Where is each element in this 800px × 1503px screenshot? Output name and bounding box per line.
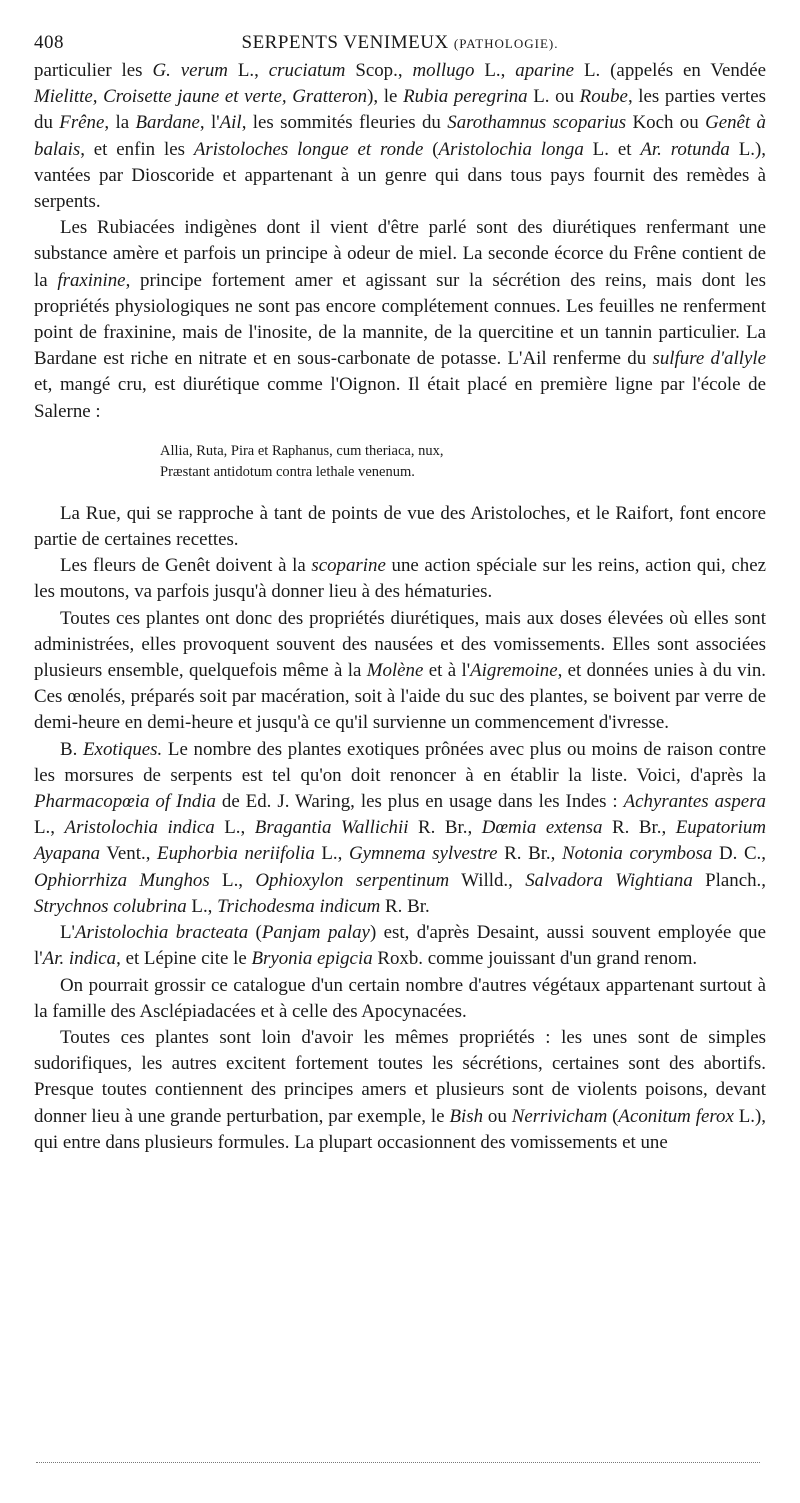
italic-term: Ar. indica [42,948,117,970]
text-run: R. Br., [602,817,676,839]
text-run: Le nombre des plantes exotiques prônées avec plus ou moins de raison contre les morsures de serpents est tel qu'on doit renoncer à en établir la liste. Voici, d'après la [34,738,767,786]
italic-term: Ophioxylon serpentinum [255,869,450,891]
italic-term: Ophiorrhiza Munghos [34,869,210,891]
italic-term: Roube [579,86,628,108]
paragraph [34,553,766,605]
text-run: Les Rubiacées indigènes dont il vient d'être parlé sont des diurétiques renfermant une substance amère et parfois un principe à odeur de miel. La seconde écorce du Frêne contient de la [34,217,766,291]
running-title [34,32,766,54]
italic-term: Strychnos colubrina [34,895,187,917]
paragraph [34,737,766,920]
text-run: L., [227,60,269,81]
text-run: L. ou [527,86,580,108]
italic-term: Aconitum ferox [618,1105,734,1127]
text-run: ), le [367,86,404,108]
running-title-text: SERPENTS VENIMEUX [241,32,449,53]
italic-term: Bish [449,1105,484,1127]
text-run: Toutes ces plantes sont loin d'avoir les mêmes propriétés : les unes sont de simples sudorifiques, les autres excitent fortement toutes les sécrétions, certaines sont des abortifs. Presque toutes contiennent des principes amers et plusieurs sont de violents poisons, devant donner lieu à une grande perturbation, par exemple, le [34,1026,766,1127]
text-run: Toutes ces plantes ont donc des propriétés diurétiques, mais aux doses élevées où elles sont administrées, elles provoquent souvent des nausées et des vomissements. Elles sont associées plusieurs ensemble, quelquefois même à la [34,607,766,682]
text-run: L., [474,60,516,81]
italic-term: Salvadora Wightiana [525,869,693,891]
text-run: , principe fortement amer et agissant sur la sécrétion des reins, mais dont les propriétés physiologiques ne sont pas encore complétement connues. Les feuilles ne renferment point de fraxinine, mais de l'inosite, de la mannite, de la quercitine et un tannin particulier. La Bardane est riche en nitrate et en sous-carbonate de potasse. L'Ail renferme du [34,269,766,370]
italic-term: Aristolochia bracteata [74,922,249,944]
text-run: La Rue, qui se rapproche à tant de points de vue des Aristoloches, et le Raifort, font encore partie de certaines recettes. [34,502,766,551]
italic-term: Frêne [59,112,105,134]
text-run: une action spéciale sur les reins, action qui, chez les moutons, va parfois jusqu'à donner lieu à des hématuries. [34,555,766,603]
text-run: L., [186,895,218,917]
italic-term: Gymnema sylvestre [348,843,498,865]
text-run: Roxb. comme jouissant d'un grand renom. [372,948,698,970]
paragraph [34,58,766,215]
italic-term: Exotiques. [83,738,163,760]
italic-term: mollugo [412,60,475,81]
italic-term: G. verum [152,60,228,81]
bottom-dotted-rule [36,1462,760,1463]
paragraph [34,215,766,425]
italic-term: fraxinine [57,269,126,291]
text-run: Planch., [692,869,767,891]
text-run: ( [607,1105,619,1127]
text-run: , et enfin les [80,138,194,160]
text-run: ( [423,138,439,160]
paragraphs-after-quote [34,501,766,1156]
paragraphs-before-quote [34,58,766,425]
text-run: ou [483,1105,512,1127]
italic-term: Trichodesma indicum [217,895,381,917]
italic-term: cruciatum [268,60,346,81]
text-run: L., [314,843,349,865]
italic-term: Molène [366,660,424,682]
text-run: , et données unies à du vin. Ces œnolés, préparés soit par macération, soit à l'aide du suc des plantes, se boivent par verre de demi-heure en demi-heure et jusqu'à ce qu'il survienne un commencement d'ivresse. [34,660,766,734]
running-subtitle: (PATHOLOGIE). [453,36,559,51]
text-run: D. C., [712,843,766,865]
text-run: L., [214,817,255,839]
body-text [34,58,766,1156]
text-run: Les fleurs de Genêt doivent à la [60,555,312,577]
italic-term: Mielitte, Croisette jaune et verte, Gratteron [34,86,368,108]
verse-line-2: Præstant antidotum contra lethale venenum. [160,463,415,480]
italic-term: Aristoloches longue et ronde [193,138,424,160]
text-run: L' [60,922,75,944]
paragraph [34,501,766,553]
italic-term: aparine [515,60,575,81]
italic-term: Dœmia extensa [481,817,603,839]
text-run: , et Lépine cite le [116,948,252,970]
text-run: Willd., [449,869,526,891]
text-run: B. [60,738,84,760]
italic-term: Bardane [135,112,200,134]
text-run: Vent., [100,843,158,865]
text-run: , l' [199,112,220,134]
italic-term: Eupatorium Ayapana [34,817,766,865]
italic-term: Nerrivicham [511,1105,608,1127]
text-run: et, mangé cru, est diurétique comme l'Oignon. Il était placé en première ligne par l'école de Salerne : [34,374,766,422]
italic-term: Aristolochia indica [64,817,215,839]
paragraph [34,973,766,1025]
text-run: L.), qui entre dans plusieurs formules. La plupart occasionnent des vomissements et une [34,1105,767,1153]
latin-verse-quote [160,441,766,483]
text-run: R. Br. [380,895,430,917]
text-run: L., [209,869,256,891]
text-run: de Ed. J. Waring, les plus en usage dans les Indes : [215,791,624,813]
italic-term: Notonia corymbosa [561,843,713,865]
text-run: R. Br., [497,843,562,865]
italic-term: scoparine [311,555,386,577]
text-run: particulier les [34,60,153,81]
text-run: ( [248,922,262,944]
italic-term: Rubia peregrina [403,86,528,108]
italic-term: Sarothamnus scoparius [447,112,627,134]
verse-line-1: Allia, Ruta, Pira et Raphanus, cum theriaca, nux, [160,442,444,459]
text-run: R. Br., [408,817,482,839]
text-run: L.), vantées par Dioscoride et appartenant à un genre qui dans tous pays fournit des remèdes à serpents. [34,138,767,213]
paragraph [34,1025,766,1156]
italic-term: Ar. rotunda [640,138,730,160]
text-run: L., [34,817,65,839]
paragraph [34,920,766,972]
italic-term: Bragantia Wallichii [254,817,409,839]
text-run: On pourrait grossir ce catalogue d'un certain nombre d'autres végétaux appartenant surtout à la famille des Asclépiadacées et à celle des Apocynacées. [34,974,766,1022]
italic-term: Pharmacopœia of India [34,791,216,813]
paragraph [34,606,766,737]
italic-term: Ail [219,112,242,134]
italic-term: Bryonia epigcia [251,948,373,970]
italic-term: Panjam palay [261,922,370,944]
italic-term: Euphorbia neriifolia [157,843,315,865]
italic-term: Aigremoine [470,660,558,682]
text-run: L. et [583,138,641,160]
italic-term: Aristolochia longa [438,138,584,160]
text-run: ) est, d'après Desaint, aussi souvent employée que l' [34,922,766,970]
text-run: , la [104,112,136,134]
text-run: L. (appelés en Vendée [574,60,766,81]
text-run: Koch ou [626,112,706,134]
running-header [34,30,766,58]
italic-term: Achyrantes aspera [623,791,766,813]
text-run: , les sommités fleuries du [241,112,448,134]
text-run: , les parties vertes du [34,86,766,134]
italic-term: Genêt à balais [34,112,766,160]
text-run: et à l' [423,660,471,682]
page-number: 408 [34,32,64,53]
italic-term: sulfure d'allyle [652,348,766,370]
text-run: Scop., [345,60,413,81]
